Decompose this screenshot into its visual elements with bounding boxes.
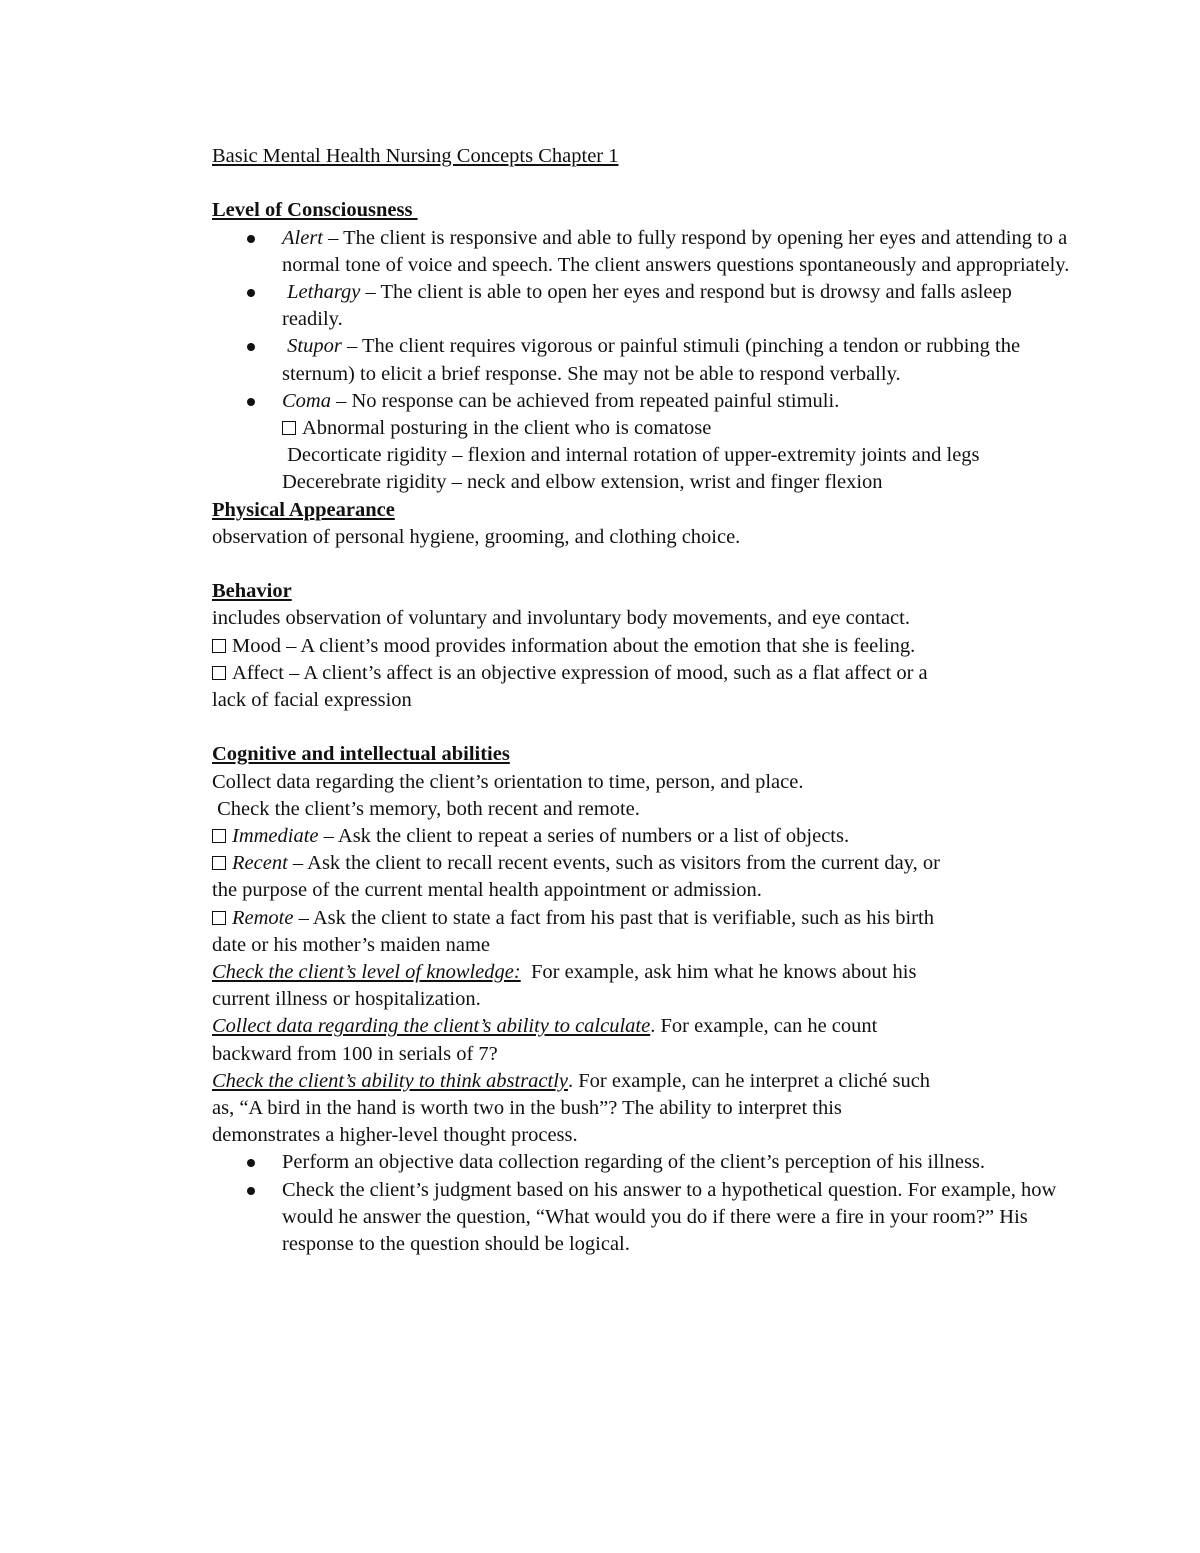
abstract-line-continued: as, “A bird in the hand is worth two in the bush”? The ability to interpret this: [212, 1097, 842, 1120]
heading-cognitive-abilities: Cognitive and intellectual abilities: [212, 743, 510, 766]
term-coma: Coma: [282, 389, 331, 412]
bullet-icon: [247, 235, 255, 243]
checkbox-square-icon: [212, 856, 226, 870]
abstract-line: Check the client’s ability to think abstractly. For example, can he interpret a cliché such: [212, 1069, 931, 1092]
bullet-icon: [247, 1159, 255, 1167]
text-lethargy: – The client is able to open her eyes and respond but is drowsy and falls asleep readily.: [282, 281, 1012, 331]
checkbox-square-icon: [212, 829, 226, 843]
checkbox-square-icon: [212, 666, 226, 680]
bullet-icon: [247, 1187, 255, 1195]
term-lethargy: Lethargy: [287, 281, 361, 303]
knowledge-line: Check the client’s level of knowledge: For example, ask him what he knows about his: [212, 961, 917, 984]
heading-physical-appearance: Physical Appearance: [212, 498, 395, 521]
bullet-icon: [247, 289, 255, 297]
text-stupor: – The client requires vigorous or painful stimuli (pinching a tendon or rubbing the sternum) to elicit a brief response. She may not be able to respond verbally.: [282, 335, 1021, 385]
text-coma: – No response can be achieved from repeated painful stimuli.: [330, 389, 840, 412]
recent-line-continued: the purpose of the current mental health appointment or admission.: [212, 879, 762, 902]
mood-line: Mood – A client’s mood provides information about the emotion that she is feeling.: [212, 633, 1072, 660]
checkbox-square-icon: [212, 639, 226, 653]
consciousness-list: [212, 225, 1072, 415]
abstract-line-final: demonstrates a higher-level thought process.: [212, 1124, 578, 1147]
behavior-text: includes observation of voluntary and involuntary body movements, and eye contact.: [212, 607, 910, 630]
knowledge-line-continued: current illness or hospitalization.: [212, 988, 481, 1011]
bullet-icon: [247, 343, 255, 351]
posturing-block: [212, 415, 1072, 497]
document-page: [212, 143, 1072, 1258]
remote-line: Remote – Ask the client to state a fact from his past that is verifiable, such as his birth: [212, 905, 1072, 932]
spacer: [212, 170, 1072, 197]
cognitive-list: [212, 1149, 1072, 1258]
recent-line: Recent – Ask the client to recall recent events, such as visitors from the current day, or: [212, 850, 1072, 877]
list-item-judgment: Check the client’s judgment based on his answer to a hypothetical question. For example, how would he answer the question, “What would you do if there were a fire in your room?” His response to the question should be logical.: [212, 1177, 1072, 1259]
list-item-alert: [212, 225, 1072, 279]
calculate-line: Collect data regarding the client’s ability to calculate. For example, can he count: [212, 1015, 878, 1038]
orientation-line: Collect data regarding the client’s orientation to time, person, and place.: [212, 770, 804, 793]
checkbox-square-icon: [212, 911, 226, 925]
decerebrate-line: Decerebrate rigidity – neck and elbow extension, wrist and finger flexion: [282, 471, 883, 494]
list-item-coma: [212, 388, 1072, 415]
calculate-line-continued: backward from 100 in serials of 7?: [212, 1042, 498, 1065]
heading-behavior: Behavior: [212, 580, 292, 603]
memory-line: Check the client’s memory, both recent and remote.: [212, 797, 640, 820]
list-item-lethargy: [212, 279, 1072, 333]
immediate-line: Immediate – Ask the client to repeat a series of numbers or a list of objects.: [212, 823, 1072, 850]
affect-line: Affect – A client’s affect is an objective expression of mood, such as a flat affect or a: [212, 660, 1072, 687]
list-item-perception: Perform an objective data collection regarding of the client’s perception of his illness.: [212, 1149, 1072, 1176]
spacer: [212, 551, 1072, 578]
remote-line-continued: date or his mother’s maiden name: [212, 933, 491, 956]
term-alert: Alert: [282, 226, 323, 249]
spacer: [212, 714, 1072, 741]
list-item-stupor: [212, 333, 1072, 387]
text-alert: – The client is responsive and able to fully respond by opening her eyes and attending to a normal tone of voice and speech. The client answers questions spontaneously and appropriately.: [282, 226, 1070, 276]
term-stupor: Stupor: [287, 335, 342, 358]
document-title: Basic Mental Health Nursing Concepts Chapter 1: [212, 145, 619, 167]
appearance-text: observation of personal hygiene, grooming, and clothing choice.: [212, 525, 741, 548]
heading-level-of-consciousness: Level of Consciousness: [212, 199, 418, 222]
decorticate-line: Decorticate rigidity – flexion and internal rotation of upper-extremity joints and legs: [282, 444, 980, 467]
posturing-line: Abnormal posturing in the client who is comatose: [282, 415, 1072, 442]
bullet-icon: [247, 398, 255, 406]
checkbox-square-icon: [282, 421, 296, 435]
affect-line-continued: lack of facial expression: [212, 689, 412, 712]
